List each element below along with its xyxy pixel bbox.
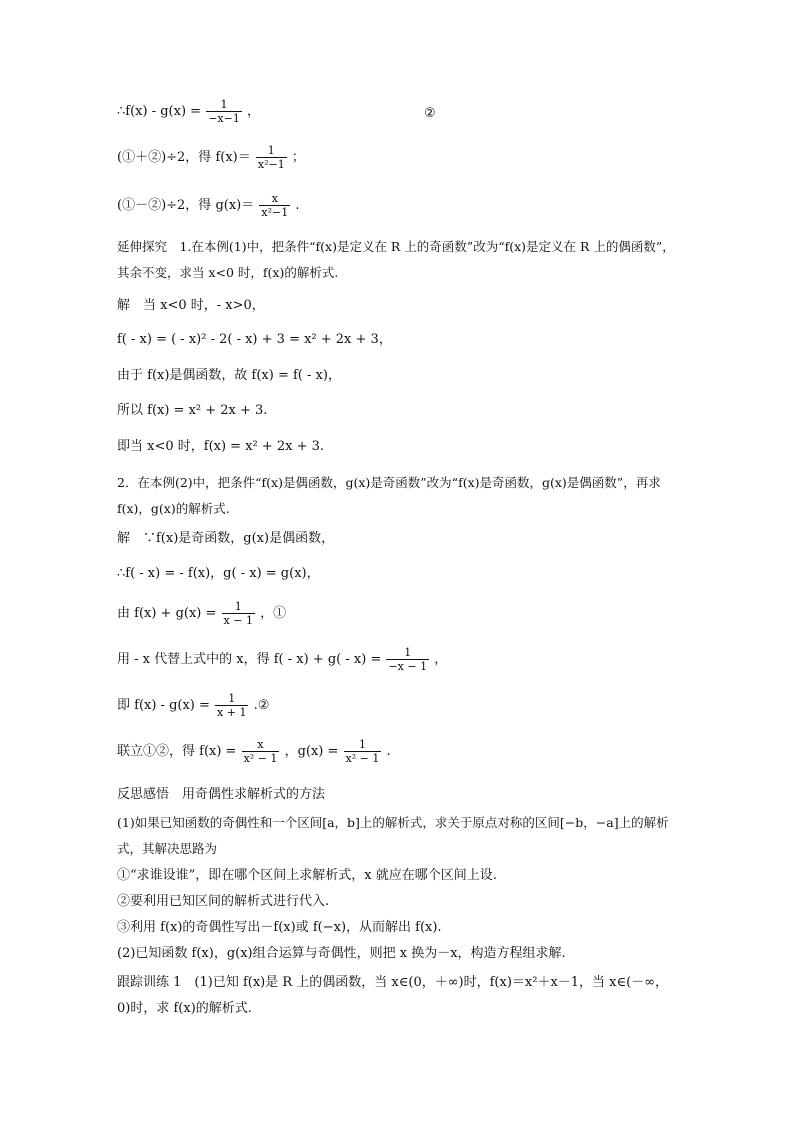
denominator: x + 1 bbox=[217, 706, 247, 719]
eq-suffix: . bbox=[295, 198, 300, 213]
fraction bbox=[259, 192, 290, 219]
denominator: −x − 1 bbox=[388, 660, 428, 673]
fraction bbox=[222, 600, 255, 627]
numerator: x bbox=[257, 738, 264, 751]
reflection-step-1: ①“求谁设谁”，即在哪个区间上求解析式，x 就应在哪个区间上设. bbox=[117, 868, 497, 883]
reflection-step-2: ②要利用已知区间的解析式进行代入. bbox=[117, 894, 330, 909]
eq-suffix: .② bbox=[253, 698, 270, 713]
fraction bbox=[242, 738, 280, 765]
solution-line: 即当 x<0 时，f(x) = x² + 2x + 3. bbox=[117, 439, 325, 454]
numerator: 1 bbox=[404, 646, 412, 659]
eq-text: (①－②)÷2，得 g(x)＝ bbox=[117, 198, 255, 213]
eq-text: 由 f(x) + g(x) = bbox=[117, 606, 217, 621]
fraction bbox=[206, 98, 242, 125]
numerator: 1 bbox=[267, 144, 275, 157]
numerator: 1 bbox=[228, 692, 236, 705]
fraction bbox=[256, 144, 287, 171]
solution-line: 所以 f(x) = x² + 2x + 3. bbox=[117, 403, 268, 418]
numerator: 1 bbox=[220, 98, 228, 111]
eq-suffix: ； bbox=[291, 150, 305, 165]
denominator: x²−1 bbox=[261, 206, 289, 219]
eq-text: 即 f(x) - g(x) = bbox=[117, 698, 210, 713]
solution-line: 由于 f(x)是偶函数，故 f(x) = f( - x)， bbox=[117, 368, 341, 383]
eq-suffix: ， bbox=[246, 104, 260, 119]
eq-text: 用 - x 代替上式中的 x，得 f( - x) + g( - x) = bbox=[117, 652, 382, 667]
denominator: x − 1 bbox=[223, 614, 253, 627]
eq-line-5 bbox=[117, 646, 447, 673]
numerator: 1 bbox=[234, 600, 242, 613]
eq-line-6 bbox=[117, 692, 269, 719]
reflection-title: 反思感悟 用奇偶性求解析式的方法 bbox=[117, 787, 326, 802]
fraction bbox=[386, 646, 429, 673]
extension-question-1: 延伸探究 1.在本例(1)中，把条件“f(x)是定义在 R 上的奇函数”改为“f(x)是定义在 R 上的偶函数”，其余不变，求当 x<0 时，f(x)的解析式. bbox=[117, 239, 675, 280]
eq-line-3 bbox=[117, 192, 300, 219]
fraction bbox=[215, 692, 248, 719]
reflection-point-2: (2)已知函数 f(x)，g(x)组合运算与奇偶性，则把 x 换为－x，构造方程组求解. bbox=[117, 946, 566, 961]
eq-line-7 bbox=[117, 738, 391, 765]
numerator: 1 bbox=[358, 738, 366, 751]
fraction bbox=[344, 738, 382, 765]
denominator: x² − 1 bbox=[345, 752, 380, 765]
eq-text: (①＋②)÷2，得 f(x)＝ bbox=[117, 150, 251, 165]
training-question: 跟踪训练 1 (1)已知 f(x)是 R 上的偶函数，当 x∈(0，＋∞)时，f(x)＝x²＋x－1，当 x∈(－∞，0)时，求 f(x)的解析式. bbox=[117, 975, 669, 1016]
solution-line: ∴f( - x) = - f(x)，g( - x) = g(x)， bbox=[117, 566, 320, 581]
solution-line: 解 当 x<0 时，- x>0， bbox=[117, 298, 265, 313]
eq-text: ∴f(x) - g(x) = bbox=[117, 104, 202, 119]
equation-tag: ② bbox=[424, 106, 436, 121]
eq-line-1 bbox=[117, 98, 260, 125]
eq-suffix: . bbox=[386, 744, 391, 759]
eq-text: 联立①②，得 f(x) = bbox=[117, 744, 237, 759]
eq-line-4 bbox=[117, 600, 286, 627]
solution-line: f( - x) = ( - x)² - 2( - x) + 3 = x² + 2x + 3， bbox=[117, 332, 392, 347]
eq-suffix: ， bbox=[434, 652, 448, 667]
reflection-point-1: (1)如果已知函数的奇偶性和一个区间[a，b]上的解析式，求关于原点对称的区间[−b，−a]上的解析式，其解决思路为 bbox=[117, 815, 669, 856]
eq-suffix: ，① bbox=[260, 606, 287, 621]
denominator: x²−1 bbox=[257, 158, 285, 171]
reflection-step-3: ③利用 f(x)的奇偶性写出－f(x)或 f(−x)，从而解出 f(x). bbox=[117, 920, 442, 935]
denominator: −x−1 bbox=[208, 112, 240, 125]
denominator: x² − 1 bbox=[243, 752, 278, 765]
solution-line: 解 ∵f(x)是奇函数，g(x)是偶函数， bbox=[117, 531, 335, 546]
eq-line-2 bbox=[117, 144, 305, 171]
extension-question-2: 2．在本例(2)中，把条件“f(x)是偶函数，g(x)是奇函数”改为“f(x)是奇函数，g(x)是偶函数”，再求 f(x)，g(x)的解析式. bbox=[117, 475, 661, 516]
numerator: x bbox=[271, 192, 278, 205]
eq-text: ，g(x) = bbox=[284, 744, 339, 759]
